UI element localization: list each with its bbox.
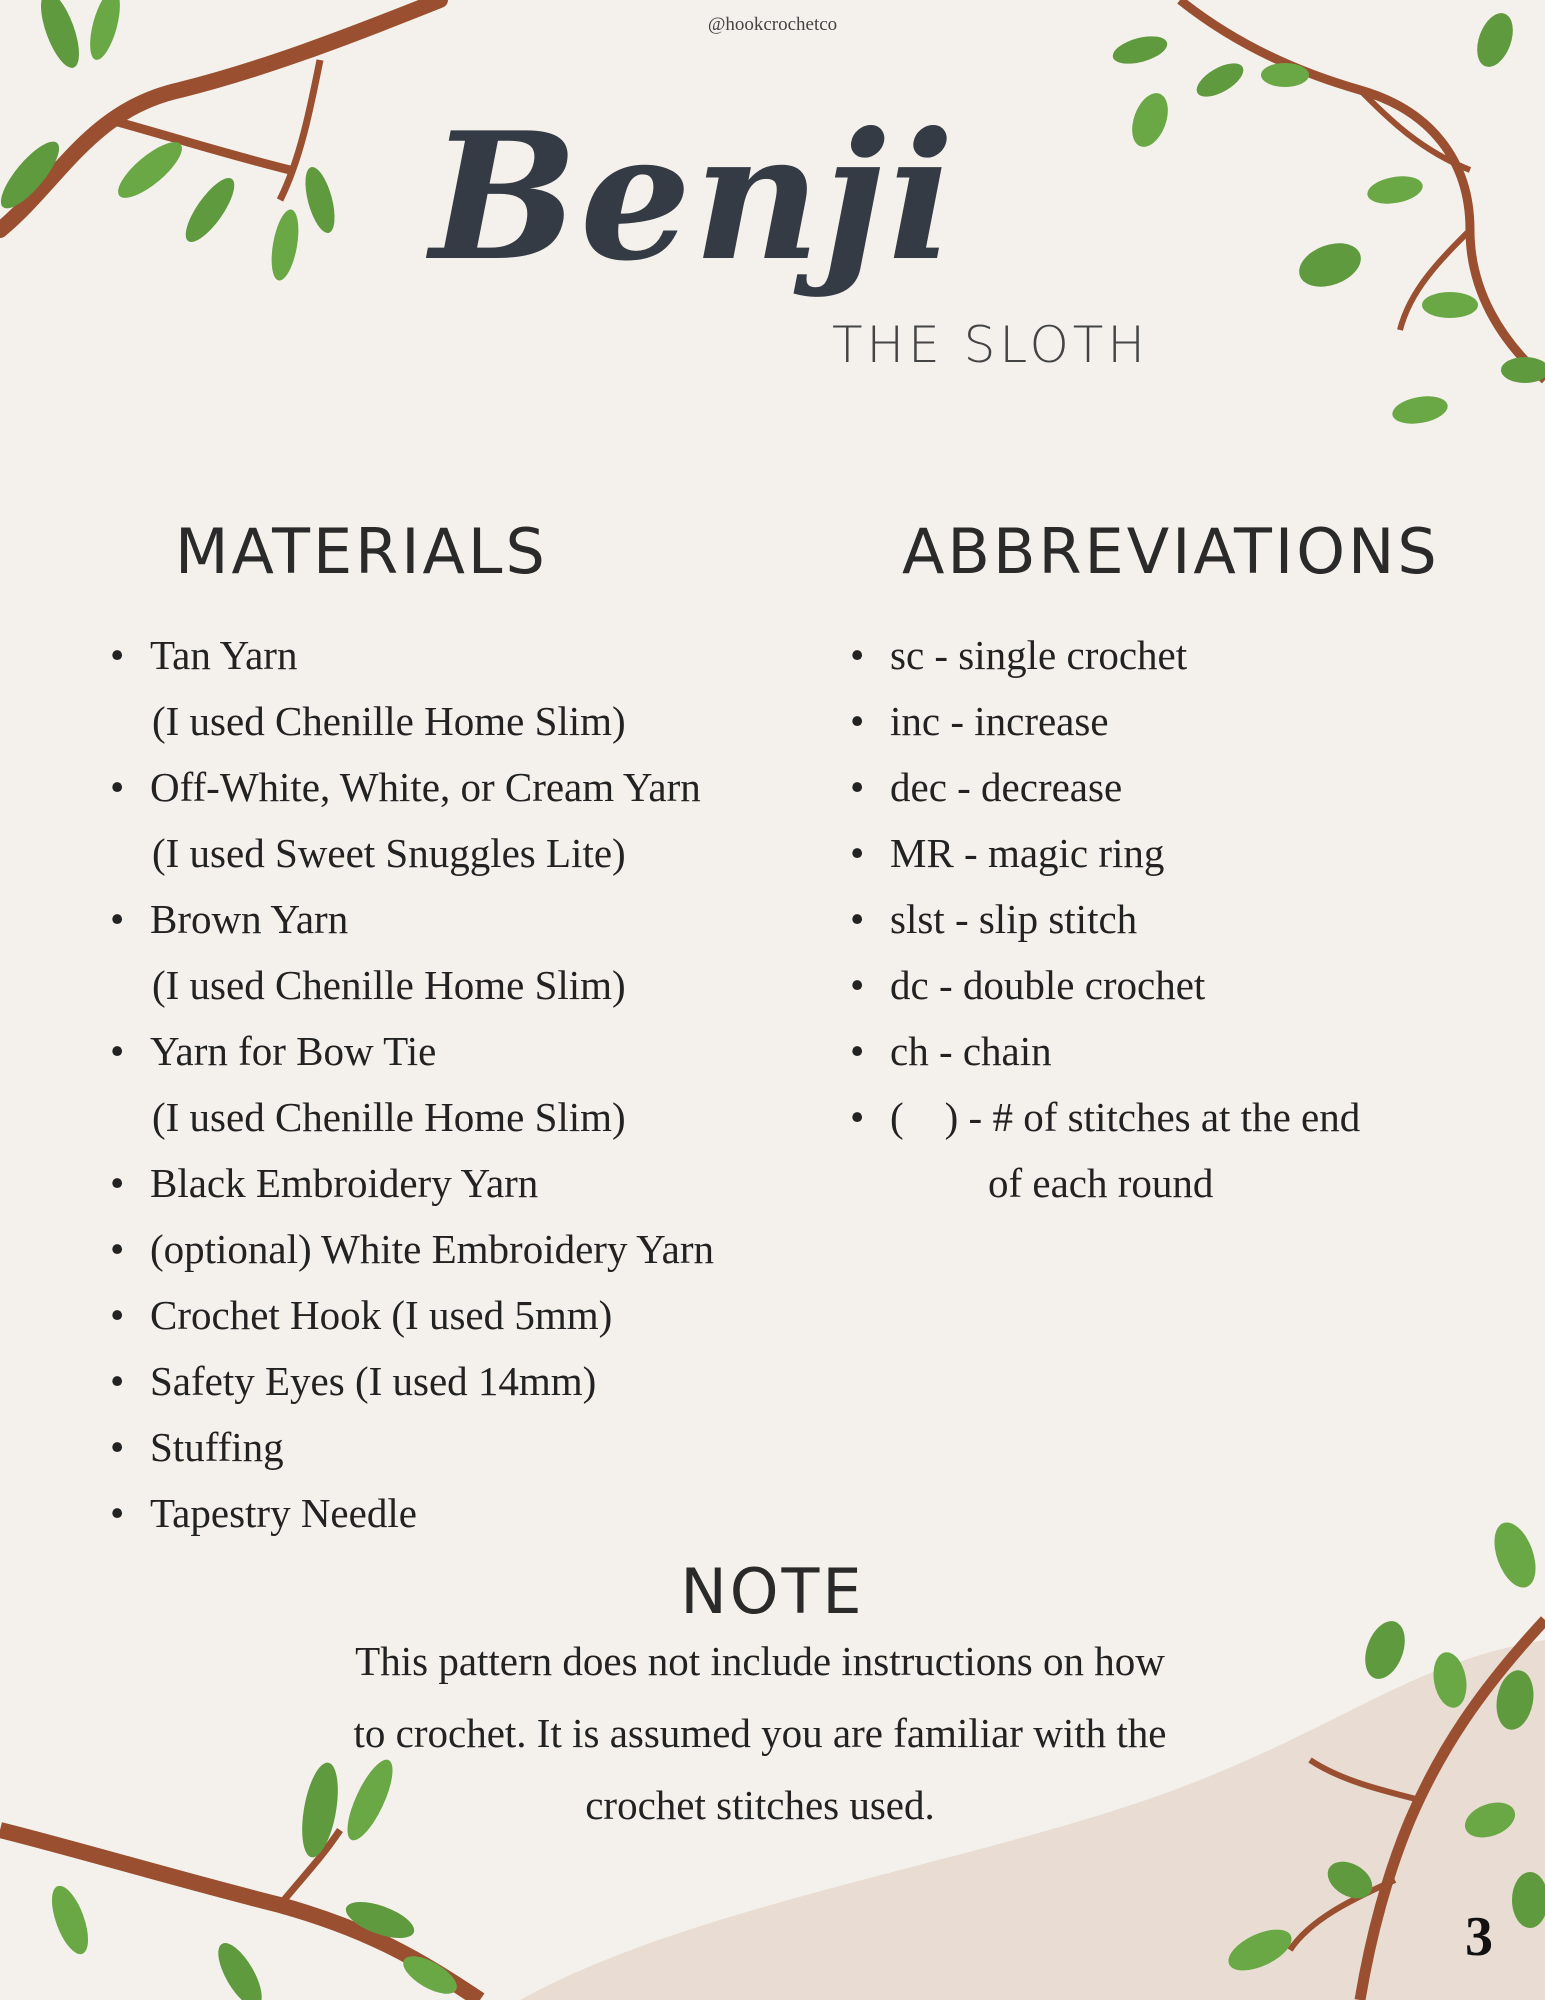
note-line: crochet stitches used.: [585, 1782, 935, 1828]
social-handle: @hookcrochetco: [707, 14, 838, 35]
list-item: • Safety Eyes (I used 14mm): [110, 1358, 597, 1404]
list-item: • Crochet Hook (I used 5mm): [110, 1292, 613, 1338]
note-text: [260, 1625, 1260, 1841]
list-item: • Off-White, White, or Cream Yarn (I used Sweet Snuggles Lite): [110, 764, 701, 876]
materials-list: [110, 622, 830, 1546]
list-item: • inc - increase: [850, 698, 1109, 744]
list-item: • Stuffing: [110, 1424, 284, 1470]
page-number: 3: [1465, 1906, 1493, 1968]
abbreviations-heading: ABBREVIATIONS: [902, 515, 1440, 588]
materials-heading: MATERIALS: [175, 515, 548, 588]
list-item: • Yarn for Bow Tie (I used Chenille Home Slim): [110, 1028, 626, 1140]
list-item: • Tapestry Needle: [110, 1490, 417, 1536]
list-item: • dec - decrease: [850, 764, 1123, 810]
list-item: • ch - chain: [850, 1028, 1052, 1074]
list-item: • Tan Yarn (I used Chenille Home Slim): [110, 632, 626, 744]
top-right-branch-icon: [1110, 0, 1545, 428]
note-heading: NOTE: [680, 1555, 865, 1628]
list-item: • (optional) White Embroidery Yarn: [110, 1226, 715, 1272]
list-item: • Black Embroidery Yarn: [110, 1160, 539, 1206]
pattern-subtitle: THE SLOTH: [832, 316, 1149, 374]
list-item: • ( ) - # of stitches at the end of each round: [850, 1094, 1361, 1206]
pattern-title: Benji: [430, 95, 957, 300]
top-left-branch-icon: [0, 0, 440, 283]
note-line: to crochet. It is assumed you are familiar with the: [353, 1710, 1167, 1756]
list-item: • MR - magic ring: [850, 830, 1165, 876]
note-line: This pattern does not include instructions on how: [355, 1638, 1165, 1684]
list-item: • Brown Yarn (I used Chenille Home Slim): [110, 896, 626, 1008]
list-item: • dc - double crochet: [850, 962, 1206, 1008]
list-item: • slst - slip stitch: [850, 896, 1138, 942]
abbreviations-list: [850, 622, 1470, 1216]
list-item: • sc - single crochet: [850, 632, 1188, 678]
